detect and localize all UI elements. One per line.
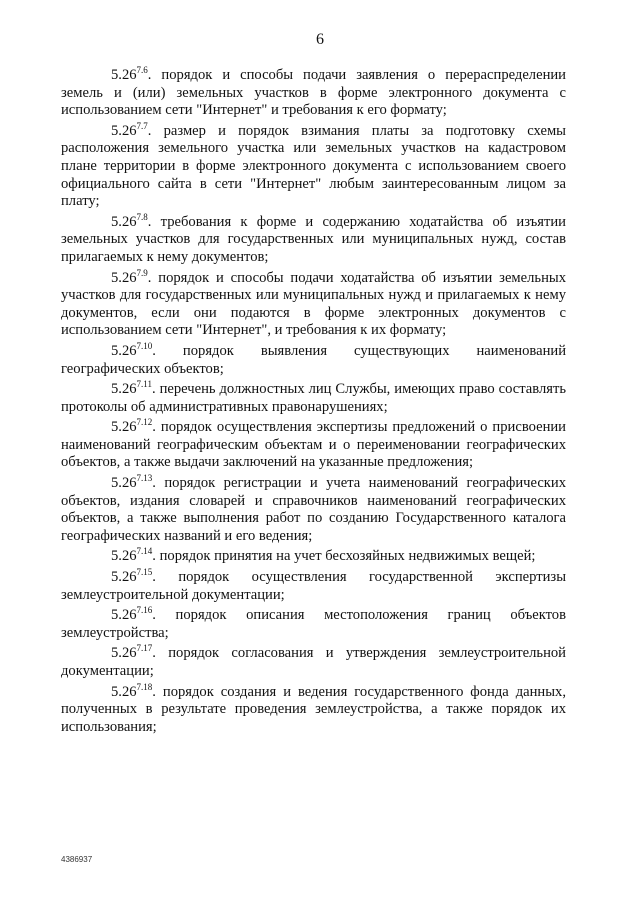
paragraph: [61, 419, 566, 472]
paragraph: [61, 211, 566, 267]
clause-superscript: 7.11: [136, 379, 152, 390]
clause-base: 5.26: [111, 269, 137, 286]
paragraph: [61, 67, 566, 120]
clause-base: 5.26: [111, 607, 137, 624]
clause-superscript: 7.13: [136, 473, 153, 484]
paragraph: [61, 645, 566, 680]
clause-superscript: 7.10: [136, 340, 153, 351]
clause-number: [111, 381, 152, 397]
clause-base: 5.26: [111, 645, 137, 662]
clause-number: [111, 607, 152, 623]
clause-base: 5.26: [111, 683, 137, 700]
clause-text: . порядок принятия на учет бесхозяйных недвижимых вещей;: [152, 548, 536, 565]
clause-text: . порядок осуществления государственной экспертизы землеустроительной документации;: [61, 569, 566, 603]
clause-number: [111, 681, 153, 700]
paragraph: [61, 569, 566, 604]
clause-text: . порядок выявления существующих наименований географических объектов;: [61, 342, 566, 377]
clause-number: [111, 475, 152, 491]
paragraph: [61, 267, 566, 340]
clause-number: [111, 548, 152, 564]
paragraph: [61, 475, 566, 545]
clause-base: 5.26: [111, 475, 137, 492]
paragraph: [61, 548, 566, 566]
clause-number: [111, 267, 148, 286]
clause-number: [111, 340, 153, 359]
clause-text: . порядок осуществления экспертизы предложений о присвоении наименований географическим объектам и о переименовании географических объектов, а также выдачи заключений на указанные предложения;: [61, 419, 566, 471]
clause-text: . порядок согласования и утверждения землеустроительной документации;: [61, 645, 566, 679]
clause-base: 5.26: [111, 419, 137, 436]
clause-superscript: 7.9: [136, 267, 148, 278]
document-body: [61, 67, 566, 739]
page-number: 6: [316, 31, 324, 48]
paragraph: [61, 681, 566, 737]
clause-superscript: 7.8: [136, 211, 148, 222]
clause-base: 5.26: [111, 122, 137, 139]
clause-superscript: 7.18: [136, 681, 153, 692]
clause-base: 5.26: [111, 213, 137, 230]
clause-superscript: 7.6: [136, 65, 148, 75]
clause-number: [111, 211, 148, 230]
paragraph: [61, 120, 566, 211]
clause-text: . порядок регистрации и учета наименований географических объектов, издания словарей и справочников наименований географических объектов, а также выполнения работ по созданию Государственного каталога географических названий и его ведения;: [61, 475, 566, 544]
document-id: 4386937: [61, 855, 93, 864]
clause-number: [111, 67, 148, 83]
paragraph: [61, 381, 566, 416]
clause-base: 5.26: [111, 67, 137, 83]
clause-number: [111, 419, 152, 435]
clause-superscript: 7.15: [136, 567, 153, 578]
paragraph: [61, 607, 566, 642]
clause-number: [111, 645, 152, 661]
clause-number: [111, 569, 152, 585]
clause-text: . порядок описания местоположения границ объектов землеустройства;: [61, 607, 566, 641]
clause-number: [111, 120, 148, 139]
clause-superscript: 7.7: [136, 120, 148, 131]
clause-text: . требования к форме и содержанию ходатайства об изъятии земельных участков для государственных или муниципальных нужд, состав прилагаемых к нему документов;: [61, 213, 566, 265]
clause-base: 5.26: [111, 548, 137, 565]
clause-text: . порядок создания и ведения государственного фонда данных, полученных в результате проведения землеустройства, а также порядок их использования;: [61, 683, 566, 735]
clause-text: . размер и порядок взимания платы за подготовку схемы расположения земельного участка или земельных участков на кадастровом плане территории в форме электронного документа с использованием своего официального сайта в сети "Интернет" любым заинтересованным лицом за плату;: [61, 122, 566, 210]
clause-text: . порядок и способы подачи заявления о перераспределении земель и (или) земельных участков в форме электронного документа с использованием сети "Интернет" и требования к его формату;: [61, 67, 566, 119]
clause-text: . порядок и способы подачи ходатайства об изъятии земельных участков для государственных или муниципальных нужд и прилагаемых к нему документов, если они подаются в форме электронных документов с использованием сети "Интернет", и требования к их формату;: [61, 269, 566, 339]
clause-superscript: 7.17: [136, 643, 153, 654]
clause-superscript: 7.14: [136, 546, 153, 557]
clause-superscript: 7.16: [136, 605, 153, 616]
paragraph: [61, 340, 566, 378]
clause-superscript: 7.12: [136, 417, 153, 428]
clause-base: 5.26: [111, 342, 137, 359]
clause-base: 5.26: [111, 381, 137, 398]
clause-base: 5.26: [111, 569, 137, 586]
clause-text: . перечень должностных лиц Службы, имеющих право составлять протоколы об административных правонарушениях;: [61, 381, 566, 415]
